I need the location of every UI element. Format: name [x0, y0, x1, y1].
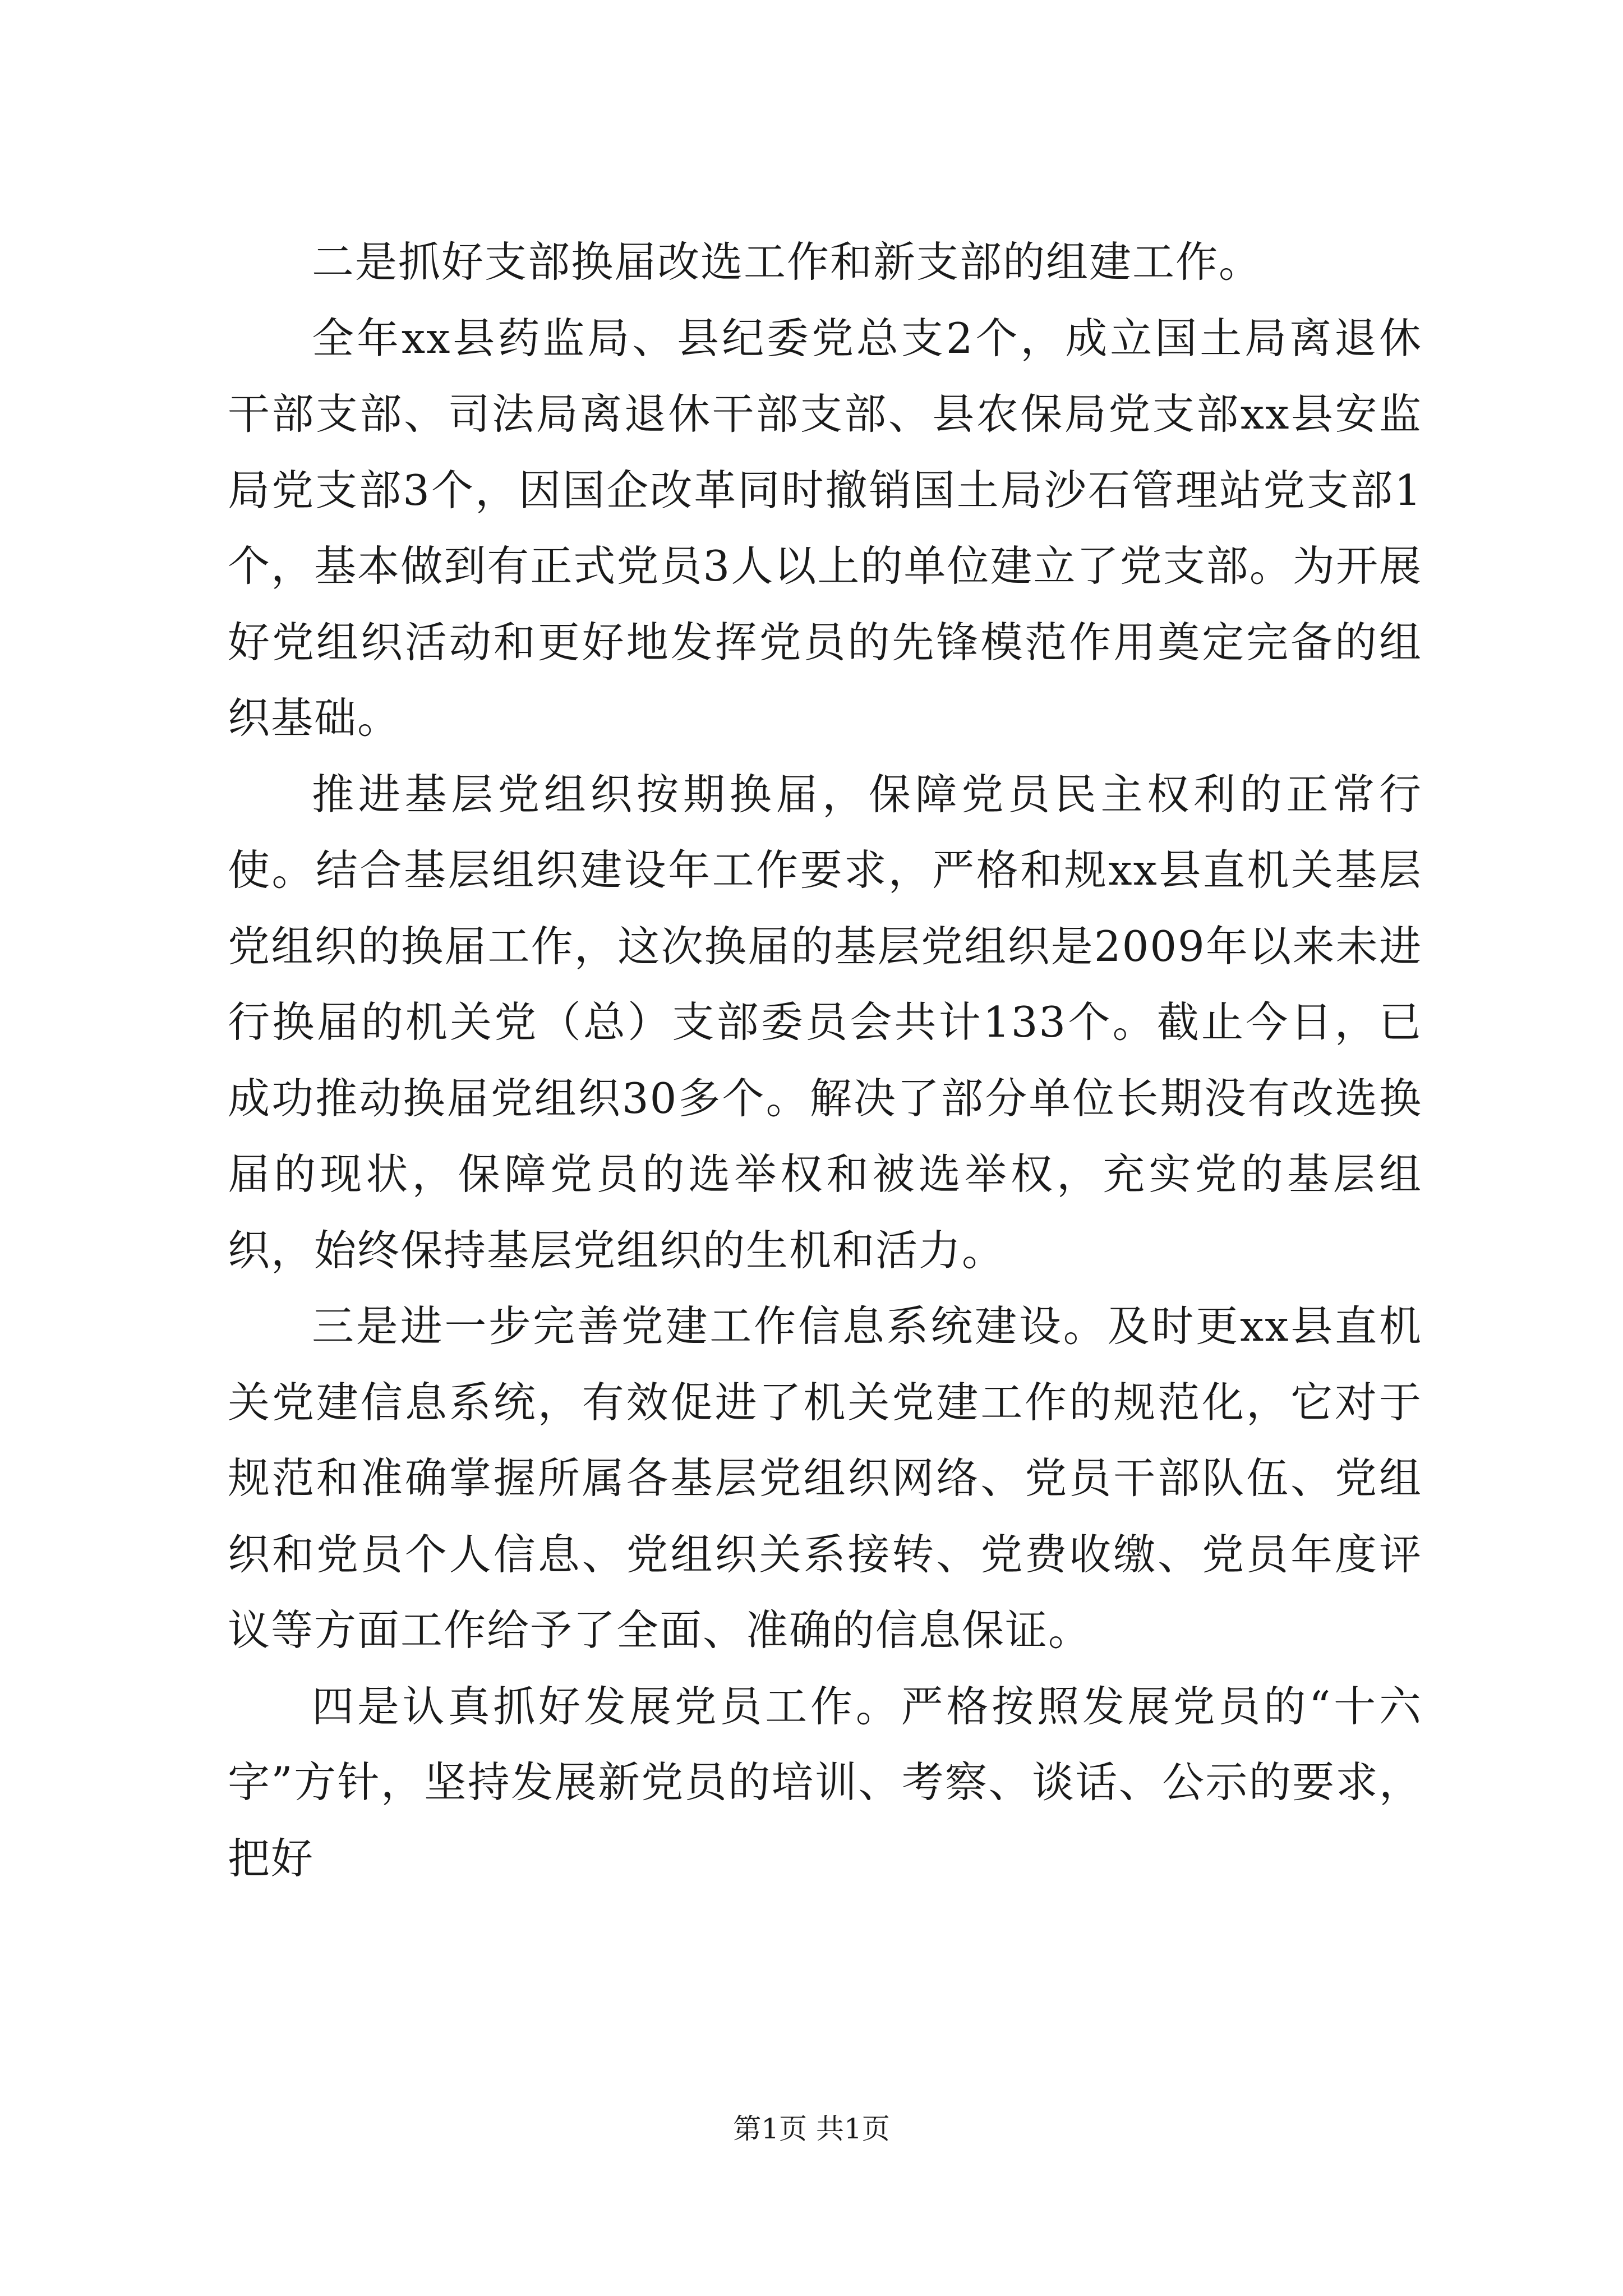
page-number-label: 第1页 共1页	[733, 2113, 890, 2145]
page-footer	[0, 2109, 1623, 2148]
document-body	[228, 224, 1422, 1897]
paragraph-5: 四是认真抓好发展党员工作。严格按照发展党员的“十六字”方针，坚持发展新党员的培训、考察、谈话、公示的要求，把好	[228, 1681, 1422, 1883]
paragraph-4: 三是进一步完善党建工作信息系统建设。及时更xx县直机关党建信息系统，有效促进了机关党建工作的规范化，它对于规范和准确掌握所属各基层党组织网络、党员干部队伍、党组织和党员个人信息、党组织关系接转、党费收缴、党员年度评议等方面工作给予了全面、准确的信息保证。	[228, 1301, 1422, 1655]
paragraph-1: 二是抓好支部换届改选工作和新支部的组建工作。	[312, 237, 1262, 287]
paragraph-3: 推进基层党组织按期换届，保障党员民主权利的正常行使。结合基层组织建设年工作要求，严格和规xx县直机关基层党组织的换届工作，这次换届的基层党组织是2009年以来未进行换届的机关党（总）支部委员会共计133个。截止今日，已成功推动换届党组织30多个。解决了部分单位长期没有改选换届的现状，保障党员的选举权和被选举权，充实党的基层组织，始终保持基层党组织的生机和活力。	[228, 769, 1422, 1275]
paragraph-2: 全年xx县药监局、县纪委党总支2个，成立国土局离退休干部支部、司法局离退休干部支部、县农保局党支部xx县安监局党支部3个，因国企改革同时撤销国土局沙石管理站党支部1个，基本做到有正式党员3人以上的单位建立了党支部。为开展好党组织活动和更好地发挥党员的先锋模范作用奠定完备的组织基础。	[228, 313, 1422, 743]
